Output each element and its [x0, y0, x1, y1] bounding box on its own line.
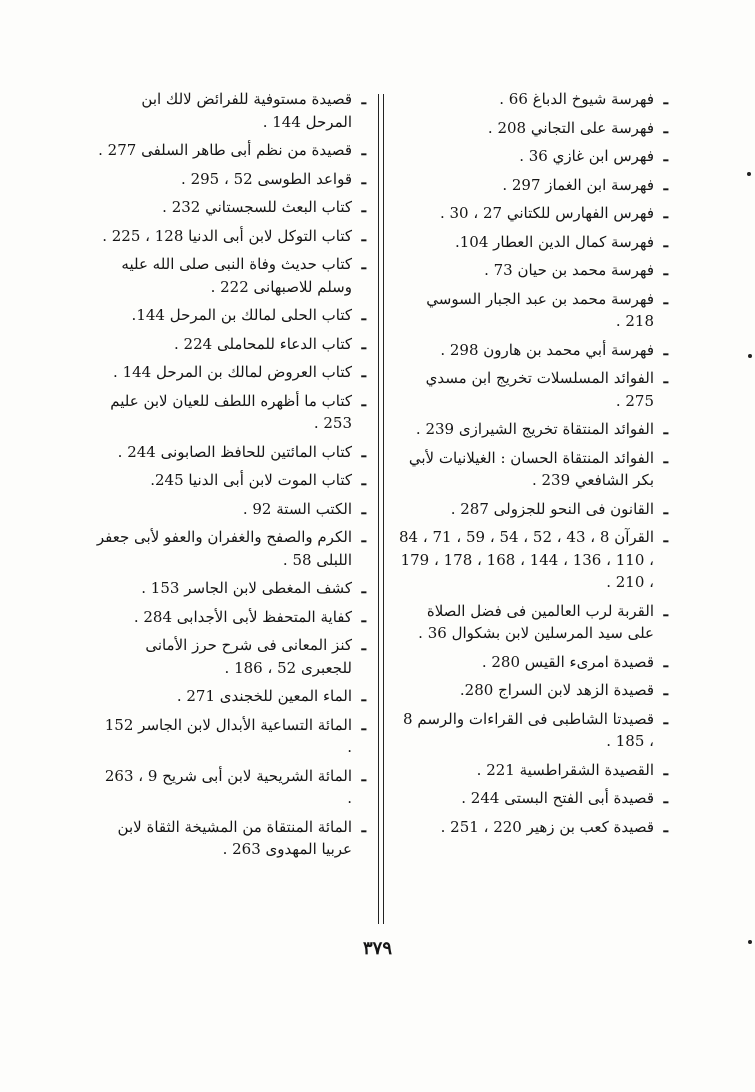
- index-entry: [398, 526, 668, 594]
- index-entry: [96, 816, 366, 861]
- index-entry-text: كتاب التوكل لابن أبى الدنيا 128 ، 225 .: [102, 226, 352, 245]
- index-entry: [398, 145, 668, 168]
- entry-dash: ـ: [361, 499, 366, 518]
- index-entry-text: كتاب البعث للسجستاني 232 .: [162, 198, 352, 216]
- entry-dash: ـ: [663, 147, 668, 165]
- index-columns: [96, 88, 668, 928]
- index-entry-text: فهرسة محمد بن حيان 73 .: [484, 261, 654, 279]
- index-entry: [398, 498, 668, 521]
- index-entry: [398, 787, 668, 810]
- index-entry: [398, 816, 668, 839]
- index-entry-text: فهرس الفهارس للكتاني 27 ، 30 .: [439, 204, 654, 222]
- margin-speck: [747, 172, 751, 176]
- index-entry-text: كنز المعانى فى شرح حرز الأمانى للجعبرى 52 ، 186 .: [145, 636, 352, 677]
- index-entry-text: كتاب الموت لابن أبى الدنيا 245.: [150, 471, 352, 489]
- index-entry: [96, 577, 366, 600]
- index-entry-text: فهرسة على التجاني 208 .: [487, 118, 654, 137]
- entry-dash: ـ: [361, 817, 366, 836]
- index-entry: [96, 469, 366, 492]
- margin-speck: [748, 940, 752, 944]
- entry-dash: ـ: [361, 442, 366, 461]
- entry-dash: ـ: [361, 607, 366, 626]
- index-entry-text: كتاب المائتين للحافظ الصابونى 244 .: [117, 442, 352, 461]
- index-entry: [398, 174, 668, 197]
- index-entry-text: الفوائد المنتقاة الحسان : الغيلانيات لأبي بكر الشافعي 239 .: [408, 448, 654, 489]
- index-column-left: [96, 88, 366, 928]
- index-entry-text: الكرم والصفح والغفران والعفو لأبى جعفر اللبلى 58 .: [96, 528, 352, 569]
- index-entry: [398, 367, 668, 412]
- entry-dash: ـ: [361, 306, 366, 324]
- entry-dash: ـ: [361, 226, 366, 245]
- entry-dash: ـ: [663, 528, 668, 546]
- index-column-right: [398, 88, 668, 928]
- index-entry-text: فهرسة شيوخ الدباغ 66 .: [499, 90, 654, 108]
- entry-dash: ـ: [663, 118, 668, 137]
- index-entry: [96, 765, 366, 810]
- index-entry: [96, 526, 366, 571]
- index-entry-text: قصيدة أبى الفتح البستى 244 .: [461, 789, 654, 807]
- entry-dash: ـ: [361, 334, 366, 353]
- entry-dash: ـ: [663, 681, 668, 699]
- index-entry-text: قصيدة كعب بن زهير 220 ، 251 .: [440, 817, 654, 836]
- entry-dash: ـ: [663, 289, 668, 308]
- index-entry-text: القصيدة الشقراطسية 221 .: [476, 760, 654, 779]
- index-entry-text: كتاب الدعاء للمحاملى 224 .: [174, 334, 352, 353]
- index-entry-text: كتاب ما أظهره اللطف للعيان لابن عليم 253 .: [110, 391, 352, 432]
- index-entry-text: الماء المعين للخجندى 271 .: [176, 687, 352, 705]
- entry-dash: ـ: [361, 636, 366, 654]
- index-entry: [96, 634, 366, 679]
- index-entry: [96, 139, 366, 162]
- index-entry-text: القرآن 8 ، 43 ، 52 ، 54 ، 59 ، 71 ، 84 ، 110 ، 136 ، 144 ، 168 ، 178 ، 179 ، 210 .: [398, 528, 654, 591]
- entry-dash: ـ: [361, 90, 366, 108]
- index-entry-text: الفوائد المسلسلات تخريج ابن مسدي 275 .: [425, 369, 654, 410]
- entry-dash: ـ: [663, 789, 668, 807]
- entry-dash: ـ: [663, 90, 668, 108]
- entry-dash: ـ: [361, 198, 366, 216]
- divider-line: [378, 94, 379, 924]
- index-entry-text: كشف المغطى لابن الجاسر 153 .: [141, 579, 352, 597]
- index-entry: [398, 288, 668, 333]
- index-entry: [398, 88, 668, 111]
- index-entry: [96, 225, 366, 248]
- index-entry: [398, 759, 668, 782]
- index-entry: [398, 651, 668, 674]
- entry-dash: ـ: [361, 391, 366, 410]
- index-entry: [398, 708, 668, 753]
- index-entry-text: المائة الشريحية لابن أبى شريح 9 ، 263 .: [104, 766, 352, 807]
- margin-speck: [748, 354, 752, 358]
- index-entry-text: المائة التساعية الأبدال لابن الجاسر 152 .: [104, 715, 352, 756]
- index-entry-text: فهرسة أبي محمد بن هارون 298 .: [440, 340, 654, 359]
- entry-dash: ـ: [361, 471, 366, 489]
- entry-dash: ـ: [663, 817, 668, 836]
- index-entry: [96, 196, 366, 219]
- index-entry: [96, 361, 366, 384]
- entry-dash: ـ: [361, 141, 366, 159]
- index-entry-text: قصيدة مستوفية للفرائض لالك ابن المرحل 144 .: [141, 90, 352, 131]
- entry-dash: ـ: [361, 169, 366, 188]
- index-entry: [96, 168, 366, 191]
- entry-dash: ـ: [361, 687, 366, 705]
- entry-dash: ـ: [663, 369, 668, 387]
- index-entry-text: الكتب الستة 92 .: [242, 499, 352, 518]
- index-entry: [96, 441, 366, 464]
- index-entry: [398, 259, 668, 282]
- page-number: ٣٧٩: [362, 938, 392, 959]
- entry-dash: ـ: [361, 766, 366, 785]
- index-entry: [96, 390, 366, 435]
- entry-dash: ـ: [663, 709, 668, 728]
- index-entry-text: القربة لرب العالمين فى فضل الصلاة على سيد المرسلين لابن بشكوال 36 .: [418, 601, 654, 642]
- entry-dash: ـ: [361, 715, 366, 734]
- index-entry-text: كتاب العروض لمالك بن المرحل 144 .: [113, 363, 352, 381]
- entry-dash: ـ: [663, 448, 668, 467]
- entry-dash: ـ: [663, 760, 668, 779]
- index-entry-text: فهرسة محمد بن عبد الجبار السوسي 218 .: [426, 289, 654, 330]
- entry-dash: ـ: [361, 363, 366, 381]
- entry-dash: ـ: [663, 420, 668, 438]
- index-entry-text: فهرس ابن غازي 36 .: [519, 147, 654, 165]
- entry-dash: ـ: [663, 261, 668, 279]
- index-entry-text: كفاية المتحفظ لأبى الأجدابى 284 .: [133, 607, 352, 626]
- index-entry: [398, 339, 668, 362]
- entry-dash: ـ: [361, 579, 366, 597]
- index-entry: [398, 231, 668, 254]
- index-entry: [398, 202, 668, 225]
- entry-dash: ـ: [663, 204, 668, 222]
- index-entry-text: قصيدة من نظم أبى طاهر السلفى 277 .: [98, 141, 352, 159]
- index-entry-text: الفوائد المنتقاة تخريج الشيرازى 239 .: [415, 420, 654, 438]
- index-entry: [96, 685, 366, 708]
- entry-dash: ـ: [663, 601, 668, 620]
- index-entry: [398, 679, 668, 702]
- index-entry-text: قصيدة الزهد لابن السراج 280.: [459, 681, 654, 699]
- index-entry-text: قواعد الطوسى 52 ، 295 .: [181, 169, 352, 188]
- index-entry-text: كتاب حديث وفاة النبى صلى الله عليه وسلم للاصبهانى 222 .: [121, 255, 352, 296]
- index-entry-text: فهرسة كمال الدين العطار 104.: [454, 232, 654, 251]
- index-entry-text: المائة المنتقاة من المشيخة الثقاة لابن عربيا المهدوى 263 .: [117, 817, 352, 858]
- index-entry: [398, 447, 668, 492]
- index-entry-text: القانون فى النحو للجزولى 287 .: [450, 499, 654, 518]
- index-entry: [398, 117, 668, 140]
- index-entry-text: كتاب الحلى لمالك بن المرحل 144.: [131, 306, 352, 324]
- entry-dash: ـ: [663, 499, 668, 518]
- entry-dash: ـ: [361, 528, 366, 546]
- entry-dash: ـ: [663, 175, 668, 194]
- entry-dash: ـ: [663, 232, 668, 251]
- entry-dash: ـ: [663, 652, 668, 671]
- index-entry: [96, 606, 366, 629]
- column-divider: [366, 88, 398, 928]
- index-entry: [398, 600, 668, 645]
- index-entry: [96, 498, 366, 521]
- index-entry: [96, 304, 366, 327]
- index-entry-text: فهرسة ابن الغماز 297 .: [502, 175, 654, 194]
- index-entry: [96, 88, 366, 133]
- index-entry: [96, 253, 366, 298]
- entry-dash: ـ: [361, 255, 366, 273]
- index-entry-text: قصيدتا الشاطبى فى القراءات والرسم 8 ، 185 .: [403, 709, 654, 750]
- entry-dash: ـ: [663, 340, 668, 359]
- divider-line: [383, 94, 384, 924]
- index-entry: [398, 418, 668, 441]
- index-entry: [96, 714, 366, 759]
- index-entry-text: قصيدة امرىء القيس 280 .: [481, 652, 654, 671]
- index-entry: [96, 333, 366, 356]
